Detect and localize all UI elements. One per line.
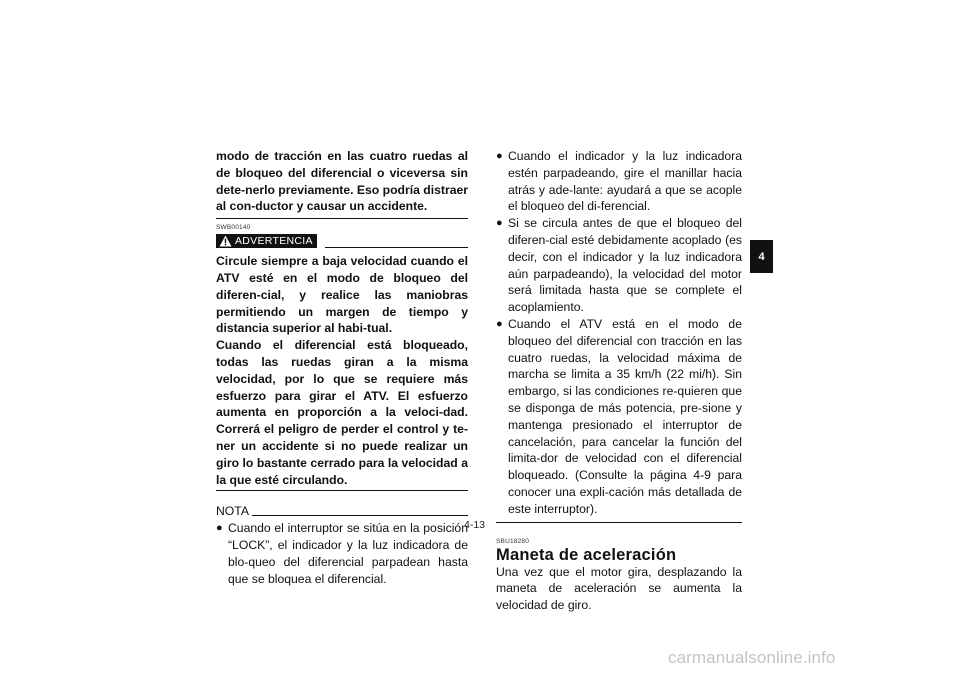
bullet-icon: ● <box>496 150 503 162</box>
left-column <box>216 148 468 587</box>
list-item <box>496 215 742 316</box>
divider <box>216 218 468 219</box>
chapter-tab: 4 <box>750 240 773 273</box>
warning-paragraph-1: Circule siempre a baja velocidad cuando el ATV esté en el modo de bloqueo del diferen-cial, y realice las maniobras permitiendo un margen de tiempo y distancia superior al habi-tual. <box>216 254 468 336</box>
bullet-icon: ● <box>496 217 503 230</box>
bullet-icon: ● <box>496 317 503 330</box>
divider <box>496 522 742 523</box>
list-item <box>496 316 742 518</box>
note-bullet <box>216 520 468 587</box>
section-code: SBU18280 <box>496 537 530 545</box>
page-number: 4-13 <box>464 519 486 531</box>
divider <box>216 490 468 491</box>
note-bullet-text: Cuando el interruptor se sitúa en la posición “LOCK”, el indicador y la luz indicadora de blo-queo del diferencial parpadean hasta que se bloquea el diferencial. <box>228 521 468 586</box>
watermark: carmanualsonline.info <box>668 648 836 667</box>
warning-label: ADVERTENCIA <box>235 234 313 247</box>
warning-rule <box>325 247 468 248</box>
list-item-text: Cuando el ATV está en el modo de bloqueo del diferencial con tracción en las cuatro ruedas, la velocidad máxima de marcha se limita a 35 km/h (22 mi/h). Sin embargo, si las condiciones re-quieren que se disponga de más potencia, pre-sione y mantenga presionado el interruptor de cancelación, para cancelar la función del limita-dor de velocidad con el diferencial bloqueado. (Consulte la página 4-9 para conocer una expli-cación más detallada de este interruptor). <box>508 316 742 516</box>
warning-paragraph-2: Cuando el diferencial está bloqueado, todas las ruedas giran a la misma velocidad, por lo que se requiere más esfuerzo para girar el ATV. El esfuerzo aumenta en proporción a la veloci-dad. Correrá el peligro de perder el control y te-ner un accidente si no puede realizar un giro lo bastante cerrado para la velocidad a la que esté circulando. <box>216 338 468 487</box>
list-item-text: Si se circula antes de que el bloqueo del diferen-cial esté debidamente acoplado (es decir, con el indicador y la luz indicadora aún parpadeando), la velocidad del motor será limitada hasta que se complete el acoplamiento. <box>508 216 742 315</box>
bullet-icon: ● <box>216 522 223 535</box>
warning-triangle-icon <box>219 235 232 247</box>
right-column <box>496 148 742 614</box>
intro-warning-text: modo de tracción en las cuatro ruedas al de bloqueo del diferencial o viceversa sin dete-nerlo previamente. Eso podría distraer al con-ductor y causar un accidente. <box>216 149 468 214</box>
note-label: NOTA <box>216 504 249 519</box>
section-text: Una vez que el motor gira, desplazando la maneta de aceleración se aumenta la velocidad de giro. <box>496 564 742 613</box>
warning-badge <box>216 234 317 248</box>
note-rule <box>252 515 468 516</box>
note-header <box>216 503 468 520</box>
warning-header <box>216 233 468 249</box>
list-item <box>496 148 742 215</box>
warning-code: SWB00140 <box>216 224 251 232</box>
section-title: Maneta de aceleración <box>496 545 677 564</box>
list-item-text: Cuando el indicador y la luz indicadora estén parpadeando, gire el manillar hacia atrás y ade-lante: ayudará a que se acople el bloqueo del di-ferencial. <box>508 149 742 214</box>
